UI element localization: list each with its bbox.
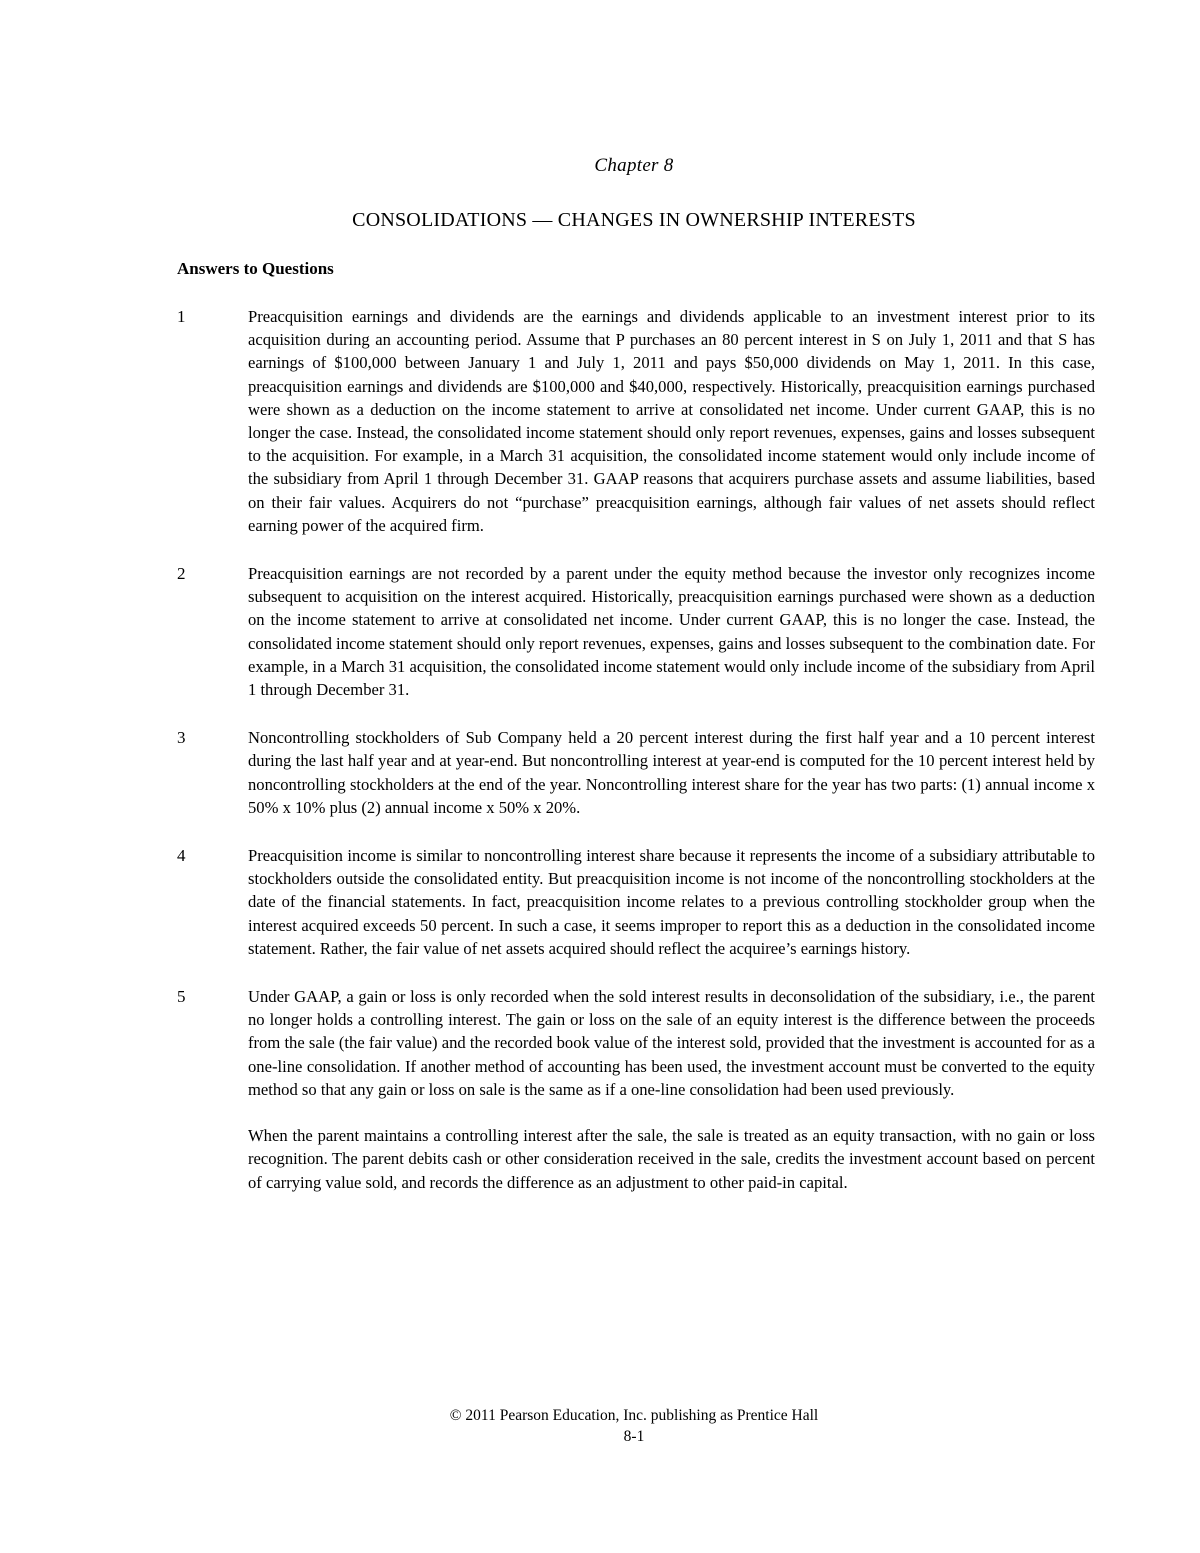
answer-text (248, 562, 1095, 701)
answer-paragraph: When the parent maintains a controlling interest after the sale, the sale is treated as an equity transaction, with no gain or loss recognition. The parent debits cash or other consideration received in the sale, credits the investment account based on percent of carrying value sold, and records the difference as an adjustment to other paid-in capital. (248, 1126, 1095, 1192)
answer-paragraph: Under GAAP, a gain or loss is only recorded when the sold interest results in deconsolidation of the subsidiary, i.e., the parent no longer holds a controlling interest. The gain or loss on the sale of an equity interest is the difference between the proceeds from the sale (the fair value) and the recorded book value of the interest sold, provided that the investment is accounted for as a one-line consolidation. If another method of accounting has been used, the investment account must be converted to the equity method so that any gain or loss on sale is the same as if a one-line consolidation had been used previously. (248, 987, 1095, 1099)
answer-number: 4 (177, 846, 186, 866)
answer-item-1 (177, 305, 1095, 537)
answer-paragraph: Noncontrolling stockholders of Sub Company held a 20 percent interest during the first half year and a 10 percent interest during the last half year and at year-end. But noncontrolling interest at year-end is computed for the 10 percent interest held by noncontrolling stockholders at the end of the year. Noncontrolling interest share for the year has two parts: (1) annual income x 50% x 10% plus (2) annual income x 50% x 20%. (248, 728, 1095, 817)
answer-number: 1 (177, 307, 186, 326)
answer-text (248, 726, 1095, 819)
answer-text (248, 844, 1095, 960)
answer-paragraph: Preacquisition earnings and dividends are the earnings and dividends applicable to an investment interest prior to its acquisition during an accounting period. Assume that P purchases an 80 percent interest in S on July 1, 2011 and that S has earnings of $100,000 between January 1 and July 1, 2011 and pays $50,000 dividends on May 1, 2011. In this case, preacquisition earnings and dividends are $100,000 and $40,000, respectively. Historically, preacquisition earnings purchased were shown as a deduction on the income statement to arrive at consolidated net income. Under current GAAP, this is no longer the case. Instead, the consolidated income statement should only report revenues, expenses, gains and losses subsequent to the acquisition. For example, in a March 31 acquisition, the consolidated income statement would only include income of the subsidiary from April 1 through December 31. GAAP reasons that acquirers purchase assets and assume liabilities, based on their fair values. Acquirers do not “purchase” preacquisition earnings, although fair values of net assets should reflect earning power of the acquired firm. (248, 307, 1095, 535)
answer-number: 2 (177, 564, 186, 584)
answer-item-3 (177, 726, 1095, 819)
answer-number: 3 (177, 728, 186, 748)
page-number: 8-1 (623, 1428, 645, 1445)
copyright-notice: © 2011 Pearson Education, Inc. publishing as Prentice Hall (449, 1407, 819, 1424)
answer-item-5 (177, 985, 1095, 1194)
answer-item-4 (177, 844, 1095, 960)
page-footer (0, 1405, 1200, 1447)
page-title: CONSOLIDATIONS — CHANGES IN OWNERSHIP INTERESTS (352, 209, 916, 231)
section-heading: Answers to Questions (177, 259, 334, 278)
answers-list (177, 305, 1095, 1219)
chapter-label: Chapter 8 (594, 155, 674, 176)
answer-item-2 (177, 562, 1095, 701)
answer-text (248, 305, 1095, 537)
answer-paragraph: Preacquisition earnings are not recorded by a parent under the equity method because the investor only recognizes income subsequent to acquisition on the interest acquired. Historically, preacquisition earnings purchased were shown as a deduction on the income statement to arrive at consolidated net income. Under current GAAP, this is no longer the case. Instead, the consolidated income statement should only report revenues, expenses, gains and losses subsequent to the combination date. For example, in a March 31 acquisition, the consolidated income statement would only include income of the subsidiary from April 1 through December 31. (248, 564, 1095, 700)
answer-text (248, 985, 1095, 1194)
answer-number: 5 (177, 987, 186, 1007)
answer-paragraph: Preacquisition income is similar to noncontrolling interest share because it represents the income of a subsidiary attributable to stockholders outside the consolidated entity. But preacquisition income is not income of the noncontrolling stockholders at the date of the financial statements. In fact, preacquisition income relates to a previous controlling stockholder group when the interest acquired exceeds 50 percent. In such a case, it seems improper to report this as a deduction in the consolidated income statement. Rather, the fair value of net assets acquired should reflect the acquiree’s earnings history. (248, 846, 1095, 958)
